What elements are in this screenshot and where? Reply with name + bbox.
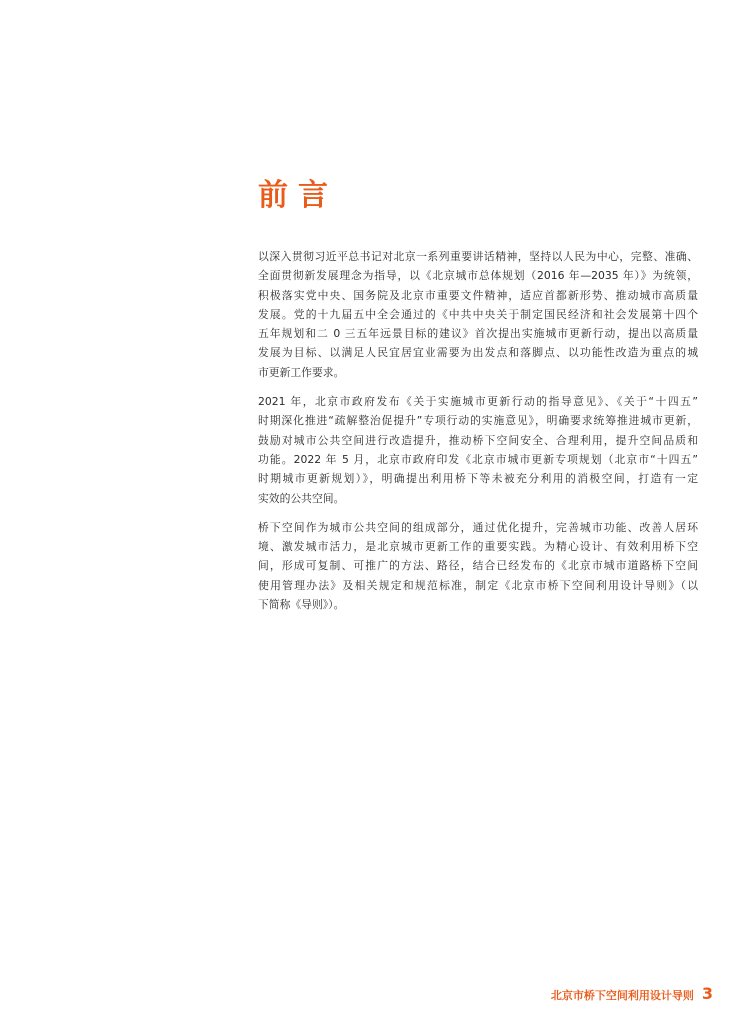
text-line: 下简称《导则》）。 — [258, 598, 345, 612]
text-line: 境、激发城市活力，是北京城市更新工作的重要实践。为精心设计、有效利用桥下空 — [258, 540, 698, 554]
text-line: 市更新工作要求。 — [258, 365, 345, 379]
page-title: 前言 — [258, 178, 338, 213]
paragraph-3 — [258, 518, 698, 614]
text-line: 间，形成可复制、可推广的方法、路径，结合已经发布的《北京市城市道路桥下空间 — [258, 559, 698, 573]
footer-title: 北京市桥下空间利用设计导则 — [550, 989, 694, 1002]
text-line: 全面贯彻新发展理念为指导，以《北京城市总体规划（2016 年—2035 年）》为统领， — [258, 269, 698, 283]
text-line: 实效的公共空间。 — [258, 491, 345, 505]
text-line: 功能。2022 年 5 月，北京市政府印发《北京市城市更新专项规划（北京市“十四五” — [258, 452, 698, 466]
page-footer — [551, 984, 713, 1006]
paragraph-1 — [258, 247, 698, 382]
text-line: 时期城市更新规划）》，明确提出利用桥下等未被充分利用的消极空间，打造有一定 — [258, 472, 698, 486]
text-line: 2021 年，北京市政府发布《关于实施城市更新行动的指导意见》、《关于“十四五” — [258, 395, 698, 409]
text-line: 使用管理办法》及相关规定和规范标准，制定《北京市桥下空间利用设计导则》（以 — [258, 578, 698, 592]
text-line: 发展为目标、以满足人民宜居宜业需要为出发点和落脚点、以功能性改造为重点的城 — [258, 346, 698, 360]
text-line: 鼓励对城市公共空间进行改造提升，推动桥下空间安全、合理利用，提升空间品质和 — [258, 433, 698, 447]
text-line: 时期深化推进“疏解整治促提升”专项行动的实施意见》，明确要求统筹推进城市更新， — [258, 414, 698, 428]
text-line: 以深入贯彻习近平总书记对北京一系列重要讲话精神，坚持以人民为中心，完整、准确、 — [258, 250, 698, 263]
page-number: 3 — [701, 984, 713, 1003]
text-line: 积极落实党中央、国务院及北京市重要文件精神，适应首都新形势、推动城市高质量 — [258, 288, 698, 302]
text-line: 发展。党的十九届五中全会通过的《中共中央关于制定国民经济和社会发展第十四个 — [258, 307, 698, 321]
text-line: 桥下空间作为城市公共空间的组成部分，通过优化提升，完善城市功能、改善人居环 — [258, 520, 698, 534]
paragraph-2 — [258, 392, 698, 508]
text-line: 五年规划和二 0 三五年远景目标的建议》首次提出实施城市更新行动，提出以高质量 — [258, 327, 698, 341]
body-text — [258, 247, 698, 624]
